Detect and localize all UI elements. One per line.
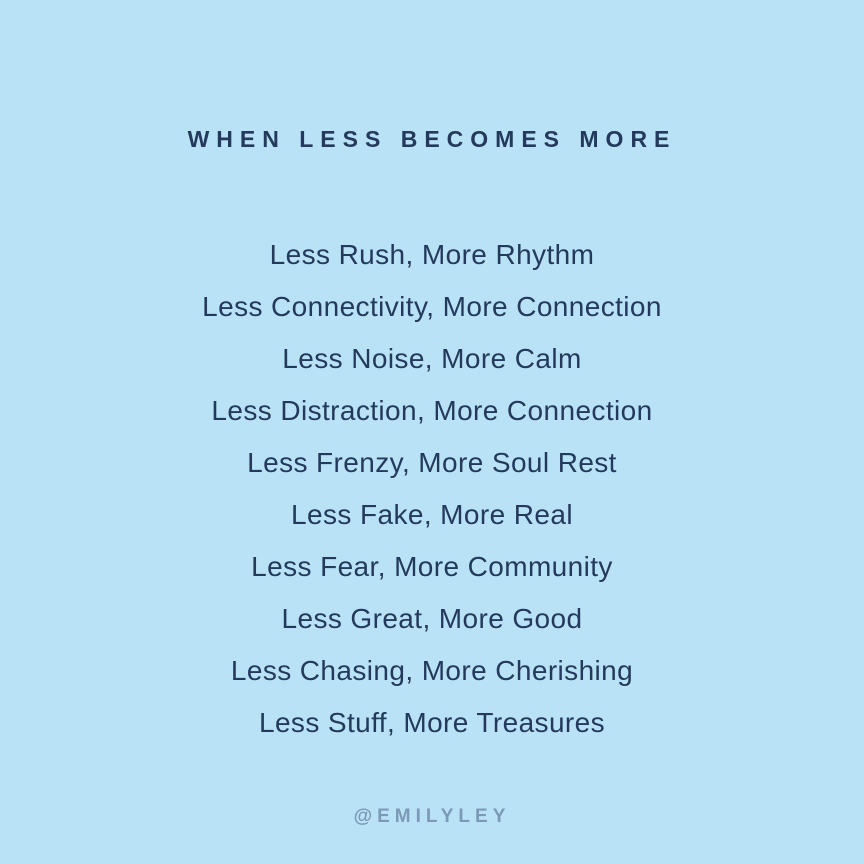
- page-title: WHEN LESS BECOMES MORE: [187, 126, 677, 152]
- quote-line: Less Distraction, More Connection: [211, 395, 653, 426]
- quote-line: Less Chasing, More Cherishing: [230, 655, 634, 686]
- quote-line: Less Connectivity, More Connection: [202, 291, 662, 322]
- footer-handle: @EMILYLEY: [353, 806, 511, 827]
- quote-list: [0, 229, 864, 749]
- quote-line: Less Fake, More Real: [291, 499, 573, 530]
- quote-line: Less Fear, More Community: [251, 551, 613, 582]
- quote-line: Less Rush, More Rhythm: [269, 239, 595, 270]
- quote-line: Less Great, More Good: [281, 603, 583, 634]
- quote-line: Less Noise, More Calm: [282, 343, 582, 374]
- quote-line: Less Stuff, More Treasures: [258, 707, 606, 738]
- quote-line: Less Frenzy, More Soul Rest: [247, 447, 617, 478]
